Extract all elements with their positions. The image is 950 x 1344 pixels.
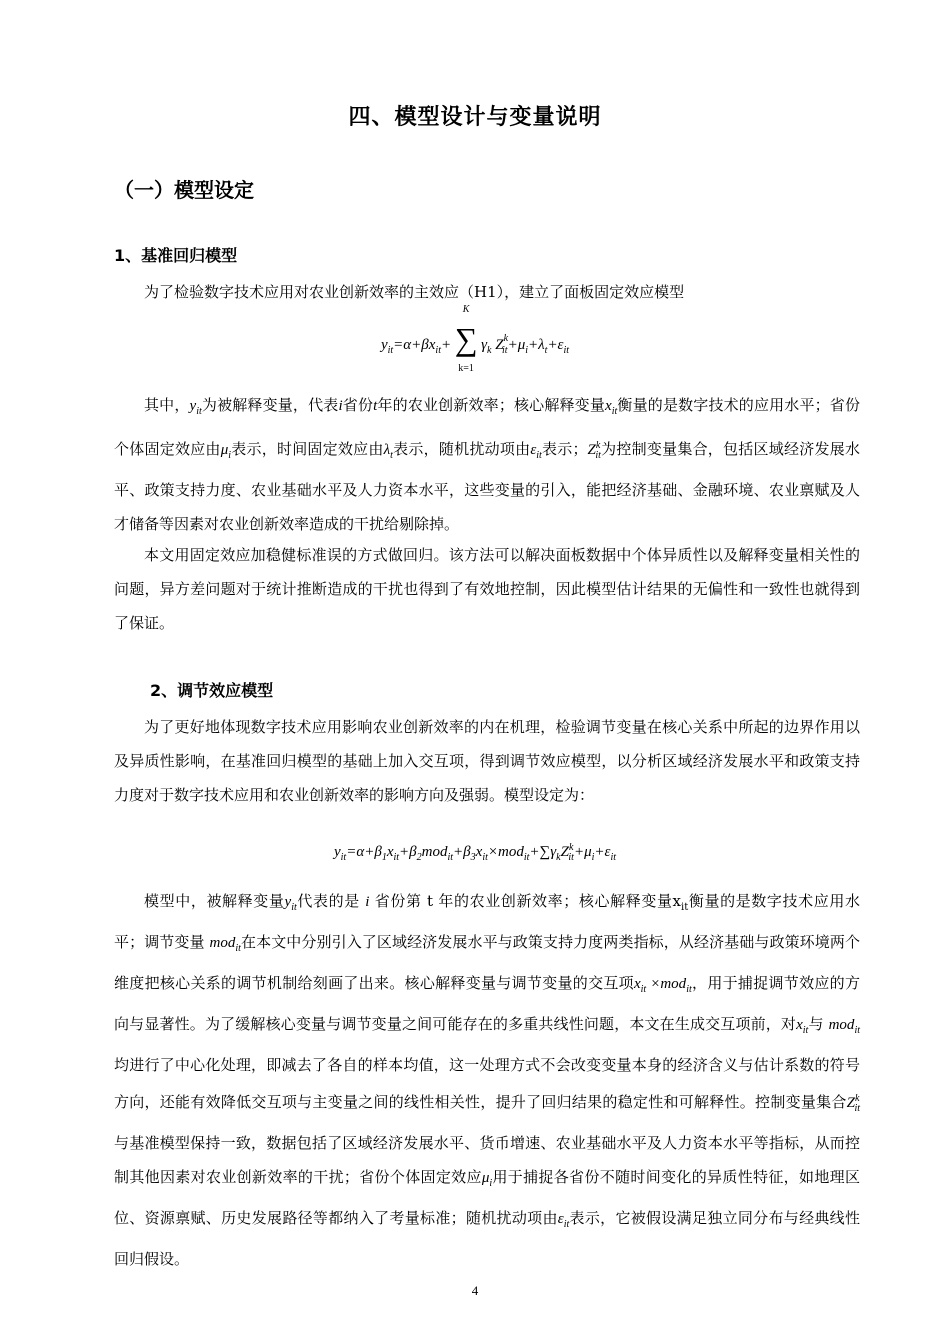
paragraph-intro: 为了检验数字技术应用对农业创新效率的主效应（H1），建立了面板固定效应模型 xyxy=(144,283,685,301)
heading-baseline-model: 1、基准回归模型 xyxy=(114,246,238,265)
heading-moderation-model: 2、调节效应模型 xyxy=(150,681,274,700)
paragraph-estimation-method: 本文用固定效应加稳健标准误的方式做回归。该方法可以解决面板数据中个体异质性以及解释变量相关性的问题，异方差问题对于统计推断造成的干扰也得到了有效地控制，因此模型估计结果的无偏性和一致性也就得到了保证。 xyxy=(114,546,860,632)
paragraph-moderation-explanation: 模型中，被解释变量$y_{it}$代表的是 i 省份第 t 年的农业创新效率；核心解释变量$x_{it}$衡量的是数字技术应用水平；调节变量 mod$_{it}$在本文中分别引入了区域经济发展水平与政策支持力度两类指标，从经济基础与政策环境两个维度把核心关系的调节机制给刻画了出来。核心解释变量与调节变量的交互项$x_{it} \times mod_{it}$，用于捕捉调节效应的方向与显著性。为了缓解核心变量与调节变量之间可能存在的多重共线性问题，本文在生成交互项前，对$x_{it}$与 mod$_{it}$均进行了中心化处理，即减去了各自的样本均值，这一处理方式不会改变变量本身的经济含义与估计系数的符号方向，还能有效降低交互项与主变量之间的线性相关性，提升了回归结果的稳定性和可解释性。控制变量集合$Z^k_{it}$与基准模型保持一致，数据包括了区域经济发展水平、货币增速、农业基础水平及人力资本水平等指标，从而控制其他因素对农业创新效率的干扰；省份个体固定效应$\mu_i$用于捕捉各省份不随时间变化的异质性特征，如地理区位、资源禀赋、历史发展路径等都纳入了考量标准；随机扰动项由$\varepsilon_{it}$表示，它被假设满足独立同分布与经典线性回归假设。 xyxy=(114,892,860,1268)
subsection-title: （一）模型设定 xyxy=(114,178,254,202)
page-number: 4 xyxy=(471,1283,479,1298)
paragraph-variable-explanation: 其中，$y_{it}$为被解释变量，代表i省份t年的农业创新效率；核心解释变量$x_{it}$衡量的是数字技术的应用水平；省份个体固定效应由$\mu_i$表示，时间固定效应由$\lambda_t$表示，随机扰动项由$\varepsilon_{it}$表示；$Z^k_{it}$为控制变量集合，包括区域经济发展水平、政策支持力度、农业基础水平及人力资本水平，这些变量的引入，能把经济基础、金融环境、农业禀赋及人才储备等因素对农业创新效率造成的干扰给剔除掉。 xyxy=(114,396,860,533)
formula-moderation: $y_{it}=\alpha+\beta_1x_{it}+\beta_2mod_{it}+\beta_3x_{it}\times mod_{it}+\sum\gamma_kZ^k_{it}+\mu_i+\varepsilon_{it}$ xyxy=(333,842,616,863)
formula-baseline: $y_{it}=\alpha+\beta x_{it}+$ K ∑ k=1 $\gamma_k$ $Z^k_{it}+\mu_i+\lambda_t+\varepsilon_{it}$ xyxy=(380,304,570,374)
paragraph-moderation-intro: 为了更好地体现数字技术应用影响农业创新效率的内在机理，检验调节变量在核心关系中所起的边界作用以及异质性影响，在基准回归模型的基础上加入交互项，得到调节效应模型，以分析区域经济发展水平和政策支持力度对于数字技术应用和农业创新效率的影响方向及强弱。模型设定为： xyxy=(114,718,860,804)
section-title: 四、模型设计与变量说明 xyxy=(348,105,602,130)
